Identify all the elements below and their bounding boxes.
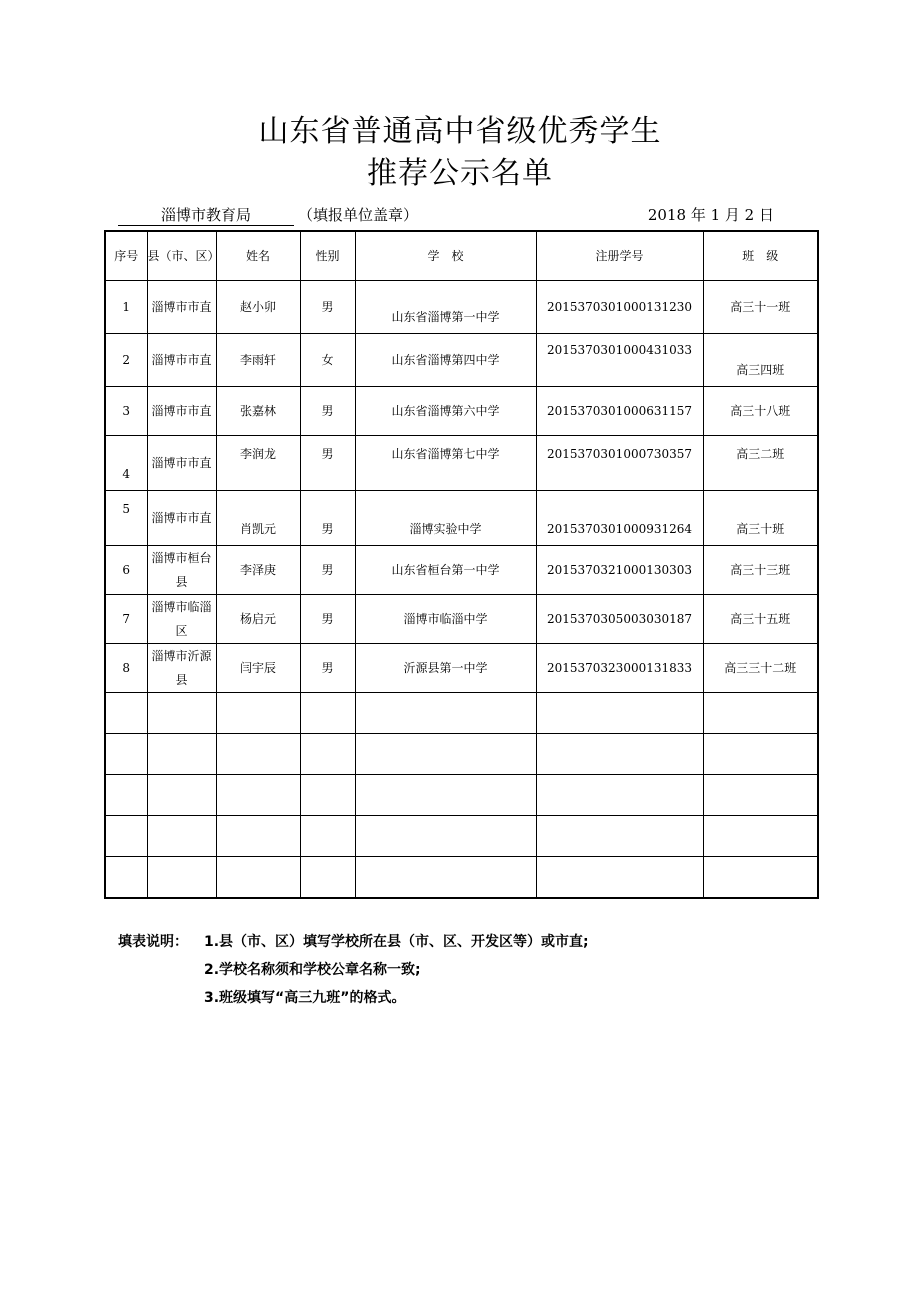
cell-gender: 男 (300, 387, 355, 436)
table-row (105, 387, 818, 436)
cell-name: 肖凯元 (216, 491, 300, 546)
cell-class: 高三二班 (703, 436, 818, 491)
cell-county: 淄博市市直 (147, 387, 216, 436)
cell-id: 2015370301000631157 (536, 387, 703, 436)
student-table (104, 230, 819, 899)
cell-id: 2015370321000130303 (536, 546, 703, 595)
cell-no: 4 (105, 436, 147, 491)
header-cell: 班 级 (703, 231, 818, 281)
cell-school: 淄博实验中学 (355, 491, 536, 546)
empty-row (105, 816, 818, 857)
empty-row (105, 857, 818, 899)
cell-gender: 男 (300, 546, 355, 595)
cell-name: 张嘉林 (216, 387, 300, 436)
unit-note: （填报单位盖章） (298, 206, 419, 224)
table-row (105, 436, 818, 491)
cell-name: 赵小卯 (216, 281, 300, 334)
cell-gender: 男 (300, 491, 355, 546)
unit-line (118, 203, 774, 227)
cell-class: 高三十三班 (703, 546, 818, 595)
instruction-item: 3.班级填写“高三九班”的格式。 (204, 990, 406, 1006)
header-cell: 学 校 (355, 231, 536, 281)
cell-id: 2015370323000131833 (536, 644, 703, 693)
cell-no: 8 (105, 644, 147, 693)
cell-class: 高三十班 (703, 491, 818, 546)
unit-name: 淄博市教育局 (118, 203, 294, 226)
empty-row (105, 775, 818, 816)
cell-id: 2015370305003030187 (536, 595, 703, 644)
cell-id: 2015370301000431033 (536, 334, 703, 387)
cell-school: 沂源县第一中学 (355, 644, 536, 693)
cell-county: 淄博市市直 (147, 334, 216, 387)
header-cell: 姓名 (216, 231, 300, 281)
cell-class: 高三三十二班 (703, 644, 818, 693)
table-row (105, 546, 818, 595)
table-row (105, 491, 818, 546)
cell-county: 淄博市市直 (147, 436, 216, 491)
cell-id: 2015370301000931264 (536, 491, 703, 546)
cell-school: 山东省淄博第六中学 (355, 387, 536, 436)
table-row (105, 334, 818, 387)
cell-no: 5 (105, 491, 147, 546)
cell-name: 李润龙 (216, 436, 300, 491)
instruction-item: 2.学校名称须和学校公章名称一致; (204, 962, 421, 978)
table-row (105, 595, 818, 644)
page-subtitle: 推荐公示名单 (367, 156, 553, 191)
cell-no: 2 (105, 334, 147, 387)
cell-class: 高三四班 (703, 334, 818, 387)
cell-name: 杨启元 (216, 595, 300, 644)
empty-row (105, 734, 818, 775)
cell-county: 淄博市桓台县 (147, 546, 216, 595)
instruction-item: 1.县（市、区）填写学校所在县（市、区、开发区等）或市直; (204, 934, 589, 950)
cell-no: 6 (105, 546, 147, 595)
cell-name: 闫宇辰 (216, 644, 300, 693)
table-row (105, 281, 818, 334)
header-cell: 性别 (300, 231, 355, 281)
cell-class: 高三十五班 (703, 595, 818, 644)
cell-no: 1 (105, 281, 147, 334)
cell-gender: 女 (300, 334, 355, 387)
table-header-row (105, 231, 818, 281)
cell-school: 山东省淄博第一中学 (355, 281, 536, 334)
cell-school: 山东省淄博第四中学 (355, 334, 536, 387)
header-cell: 序号 (105, 231, 147, 281)
cell-name: 李泽庚 (216, 546, 300, 595)
empty-row (105, 693, 818, 734)
cell-gender: 男 (300, 436, 355, 491)
cell-county: 淄博市市直 (147, 281, 216, 334)
cell-county: 淄博市临淄区 (147, 595, 216, 644)
cell-id: 2015370301000730357 (536, 436, 703, 491)
cell-class: 高三十八班 (703, 387, 818, 436)
table-row (105, 644, 818, 693)
header-cell: 注册学号 (536, 231, 703, 281)
cell-gender: 男 (300, 281, 355, 334)
report-date: 2018 年 1 月 2 日 (647, 206, 774, 224)
cell-school: 淄博市临淄中学 (355, 595, 536, 644)
page-title: 山东省普通高中省级优秀学生 (258, 114, 662, 149)
cell-school: 山东省桓台第一中学 (355, 546, 536, 595)
cell-no: 3 (105, 387, 147, 436)
instructions-label: 填表说明： (118, 934, 188, 950)
cell-gender: 男 (300, 644, 355, 693)
header-cell: 县（市、区） (147, 231, 216, 281)
cell-name: 李雨轩 (216, 334, 300, 387)
cell-county: 淄博市沂源县 (147, 644, 216, 693)
cell-class: 高三十一班 (703, 281, 818, 334)
cell-gender: 男 (300, 595, 355, 644)
cell-no: 7 (105, 595, 147, 644)
cell-id: 2015370301000131230 (536, 281, 703, 334)
cell-school: 山东省淄博第七中学 (355, 436, 536, 491)
cell-county: 淄博市市直 (147, 491, 216, 546)
